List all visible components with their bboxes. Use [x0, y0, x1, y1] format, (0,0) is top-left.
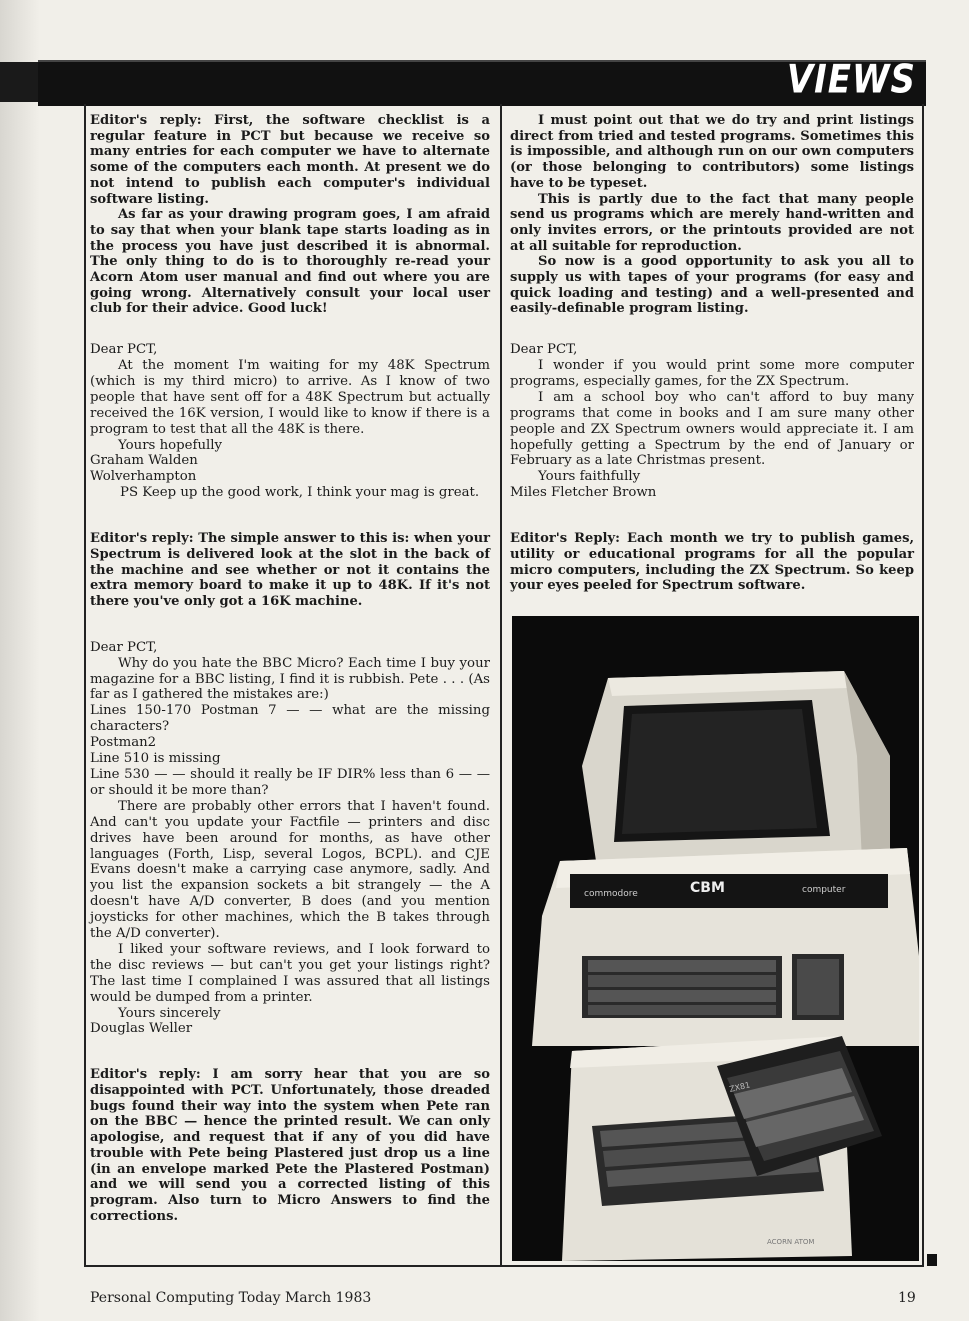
editor-reply-paragraph: I must point out that we do try and print listings direct from tried and tested programs. Sometimes this is impossible, and although run on our own computers (or those belonging to contributors) some listings have to be typeset.	[510, 113, 914, 191]
section-title: VIEWS	[786, 57, 916, 103]
error-list-item: Lines 150-170 Postman 7 — — what are the missing characters?	[90, 703, 490, 735]
section-banner	[38, 57, 926, 106]
error-list-item: Postman2	[90, 735, 157, 751]
editor-reply-paragraph: Editor's reply: I am sorry hear that you are so disappointed with PCT. Unfortunately, those dreaded bugs found their way into the system when Pete ran on the BBC — hence the printed result. We can only apologise, and request that if any of you did have trouble with Pete being Plastered just drop us a line (in an envelope marked Pete the Plastered Postman) and we will send you a corrected listing of this program. Also turn to Micro Answers to find the corrections.	[90, 1067, 490, 1224]
letter-closing: Yours faithfully	[538, 469, 641, 485]
cbm-keyboard	[582, 954, 844, 1020]
editor-reply-3	[90, 1067, 490, 1224]
editor-reply-paragraph: Editor's reply: The simple answer to this is: when your Spectrum is delivered look at the slot in the back of the machine and see whether or not it contains the extra memory board to make it up to 48K. If it's not there you've only got a 16K machine.	[90, 531, 490, 610]
commodore-label: commodore	[584, 889, 638, 899]
editor-reply-4	[510, 531, 914, 594]
letter-body: There are probably other errors that I haven't found. And can't you update your Factfile — printers and disc drives have been around for months, as have other languages (Forth, Lisp, several Logos, BCPL). and CJE Evans doesn't make a carrying case anymore, sadly. And you list the expansion sockets a bit strangely — the A doesn't have A/D converter, B does (and you mention joysticks for other machines, which the B takes through the A/D converter).	[90, 798, 490, 942]
computers-photo	[512, 616, 919, 1261]
footer-page-number: 19	[898, 1290, 916, 1306]
page-spine-shadow	[0, 0, 40, 1321]
editor-reply-continued	[510, 113, 914, 317]
letter-body: I liked your software reviews, and I look forward to the disc reviews — but can't you get your listings right? The last time I complained I was assured that all listings would be dumped from a printer.	[90, 941, 490, 1005]
letter-signature: Graham Walden	[90, 453, 198, 469]
frame-rule-left	[84, 104, 86, 1267]
article-end-mark	[927, 1254, 937, 1266]
letter-body: I am a school boy who can't afford to buy many programs that come in books and I am sure many other people and ZX Spectrum owners would appreciate it. I am hopefully getting a Spectrum by the end of January or February as a late Christmas present.	[510, 389, 914, 469]
frame-rule-right	[922, 104, 924, 1267]
cbm-label: CBM	[690, 880, 725, 896]
spine-black-bar	[0, 62, 40, 102]
letter-place: Wolverhampton	[90, 469, 197, 485]
letter-salutation: Dear PCT,	[90, 342, 158, 358]
editor-reply-paragraph: Editor's Reply: Each month we try to publish games, utility or educational programs for all the popular micro computers, including the ZX Spectrum. So keep your eyes peeled for Spectrum software.	[510, 531, 914, 594]
letter-closing: Yours hopefully	[118, 437, 223, 453]
letter-postscript: PS Keep up the good work, I think your mag is great.	[120, 485, 480, 501]
editor-reply-paragraph: Editor's reply: First, the software checklist is a regular feature in PCT but because we receive so many entries for each computer we have to alternate some of the computers each month. At present we do not intend to publish each computer's individual software listing.	[90, 113, 490, 207]
letter-body: I wonder if you would print some more computer programs, especially games, for the ZX Spectrum.	[510, 358, 914, 389]
editor-reply-paragraph: So now is a good opportunity to ask you all to supply us with tapes of your programs (for easy and quick loading and testing) and a well-presented and easily-definable program listing.	[510, 254, 914, 317]
computers-illustration	[512, 616, 919, 1261]
computer-label: computer	[802, 885, 846, 895]
letter-body: At the moment I'm waiting for my 48K Spectrum (which is my third micro) to arrive. As I know of two people that have sent off for a 48K Spectrum but actually received the 16K version, I would like to know if there is a program to test that all the 48K is there.	[90, 358, 490, 437]
error-list-item: Line 530 — — should it really be IF DIR% less than 6 — — or should it be more than?	[90, 766, 490, 798]
letter-signature: Douglas Weller	[90, 1021, 193, 1037]
zx81-label: ZX81	[728, 1080, 752, 1094]
error-list-item: Line 510 is missing	[90, 751, 221, 767]
letter-closing: Yours sincerely	[118, 1005, 221, 1021]
letter-salutation: Dear PCT,	[90, 639, 158, 655]
acorn-atom-label: ACORN ATOM	[767, 1238, 815, 1246]
editor-reply-1	[90, 113, 490, 317]
editor-reply-2	[90, 531, 490, 610]
frame-rule-bottom	[84, 1265, 924, 1267]
right-column	[510, 113, 914, 594]
column-divider	[500, 104, 502, 1267]
letter-body: Why do you hate the BBC Micro? Each time I buy your magazine for a BBC listing, I find it is rubbish. Pete . . . (As far as I gathered the mistakes are:)	[90, 655, 490, 703]
letter-graham-walden	[90, 342, 490, 501]
letter-signature: Miles Fletcher Brown	[510, 485, 657, 501]
letter-douglas-weller	[90, 640, 490, 1038]
letter-miles-fletcher-brown	[510, 342, 914, 501]
editor-reply-paragraph: As far as your drawing program goes, I am afraid to say that when your blank tape starts loading as in the process you have just described it is abnormal. The only thing to do is to thoroughly re-read your Acorn Atom user manual and find out where you are going wrong. Alternatively consult your local user club for their advice. Good luck!	[90, 207, 490, 317]
editor-reply-paragraph: This is partly due to the fact that many people send us programs which are merely hand-written and only invites errors, or the printouts provided are not at all suitable for reproduction.	[510, 191, 914, 254]
left-column	[90, 113, 490, 1224]
footer-publication: Personal Computing Today March 1983	[90, 1290, 372, 1306]
letter-salutation: Dear PCT,	[510, 342, 578, 358]
